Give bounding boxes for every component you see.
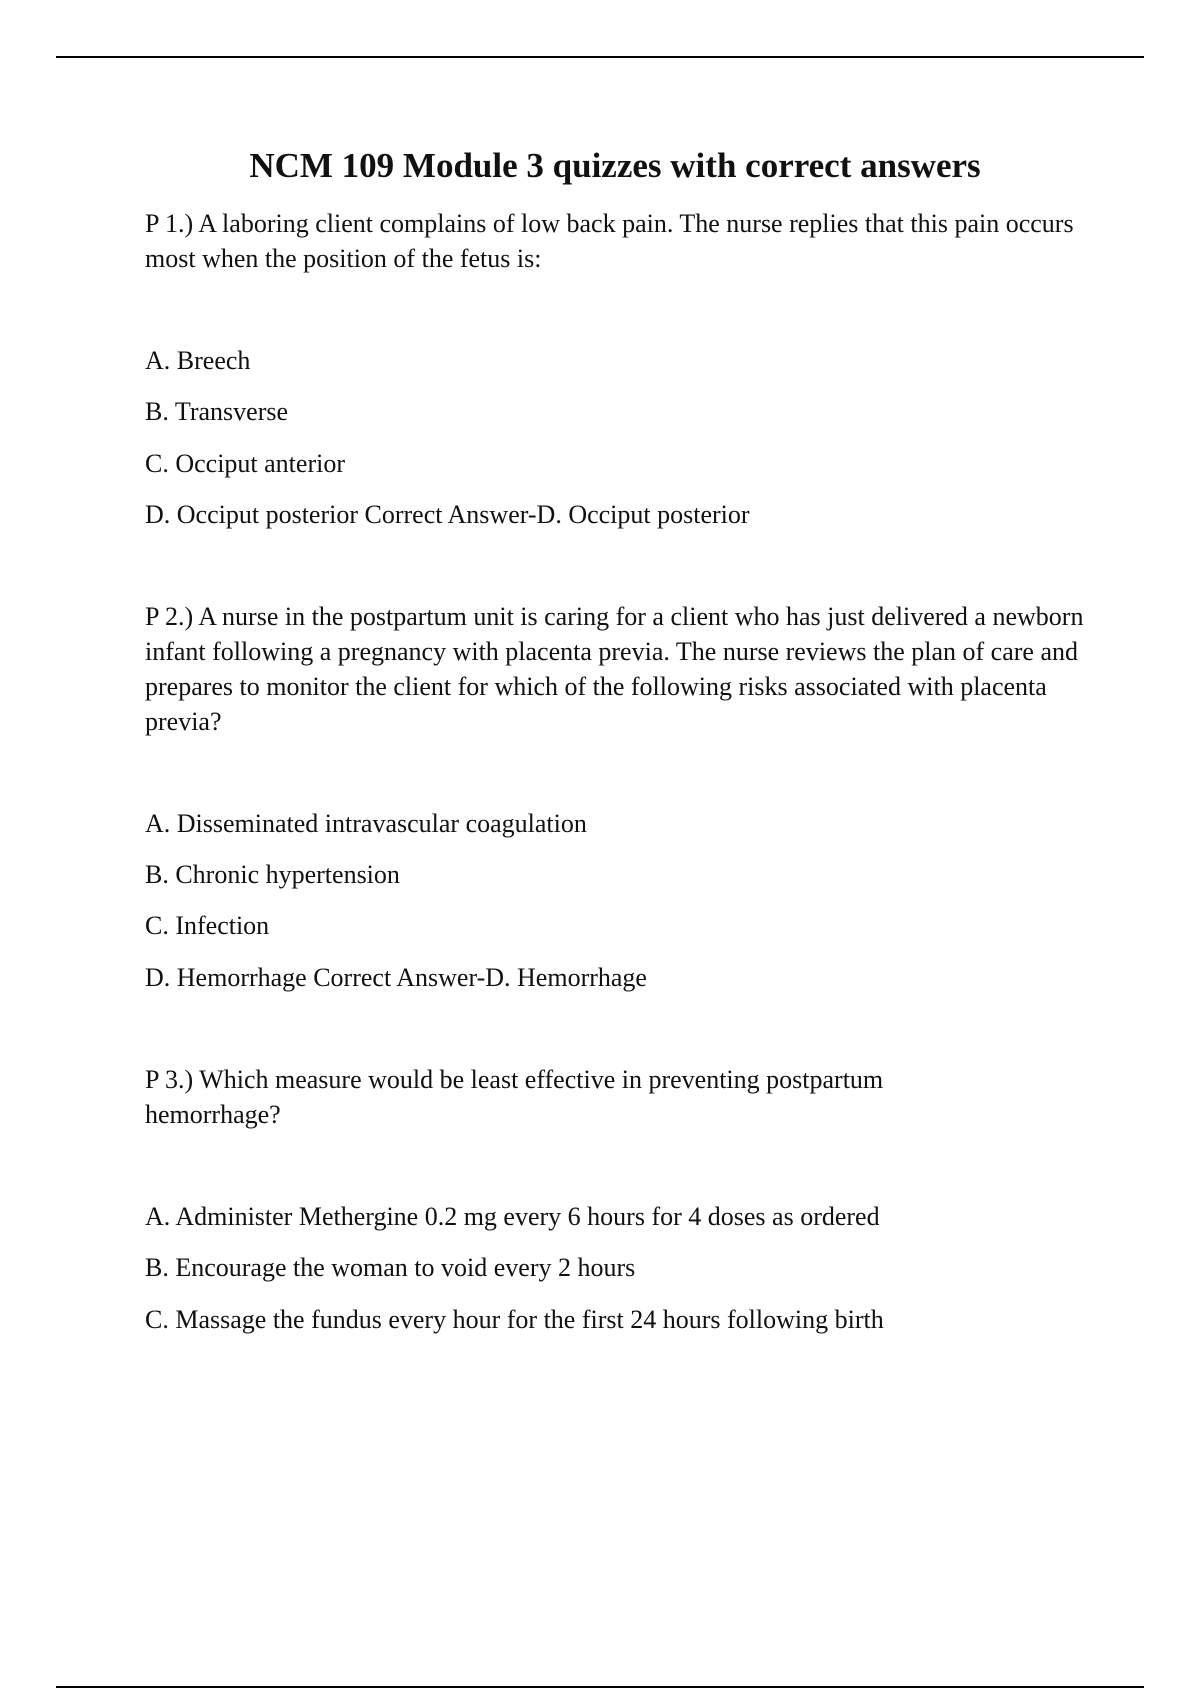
question-1-prompt: P 1.) A laboring client complains of low back pain. The nurse replies that this pain occurs most when the position of the fetus is:: [145, 209, 1074, 273]
top-divider: [56, 56, 1144, 58]
question-1-option-a: A. Breech: [145, 346, 251, 375]
question-2-prompt: P 2.) A nurse in the postpartum unit is caring for a client who has just delivered a newborn infant following a pregnancy with placenta previa. The nurse reviews the plan of care and prepares to monitor the client for which of the following risks associated with placenta previa?: [145, 602, 1084, 736]
question-1-option-b: B. Transverse: [145, 397, 289, 426]
question-3-option-b: B. Encourage the woman to void every 2 hours: [145, 1253, 636, 1282]
question-3-option-a: A. Administer Methergine 0.2 mg every 6 hours for 4 doses as ordered: [145, 1202, 880, 1231]
question-2-option-a: A. Disseminated intravascular coagulation: [145, 809, 587, 838]
question-3-option-c: C. Massage the fundus every hour for the first 24 hours following birth: [145, 1305, 884, 1334]
question-2-option-c: C. Infection: [145, 911, 270, 940]
question-3-prompt: P 3.) Which measure would be least effective in preventing postpartum hemorrhage?: [145, 1065, 884, 1129]
question-1-option-d-answer: D. Occiput posterior Correct Answer-D. Occiput posterior: [145, 500, 750, 529]
bottom-divider: [56, 1686, 1144, 1688]
document-title: NCM 109 Module 3 quizzes with correct answers: [249, 146, 981, 185]
question-2-option-b: B. Chronic hypertension: [145, 860, 400, 889]
question-2-option-d-answer: D. Hemorrhage Correct Answer-D. Hemorrhage: [145, 963, 647, 992]
question-1-option-c: C. Occiput anterior: [145, 449, 345, 478]
